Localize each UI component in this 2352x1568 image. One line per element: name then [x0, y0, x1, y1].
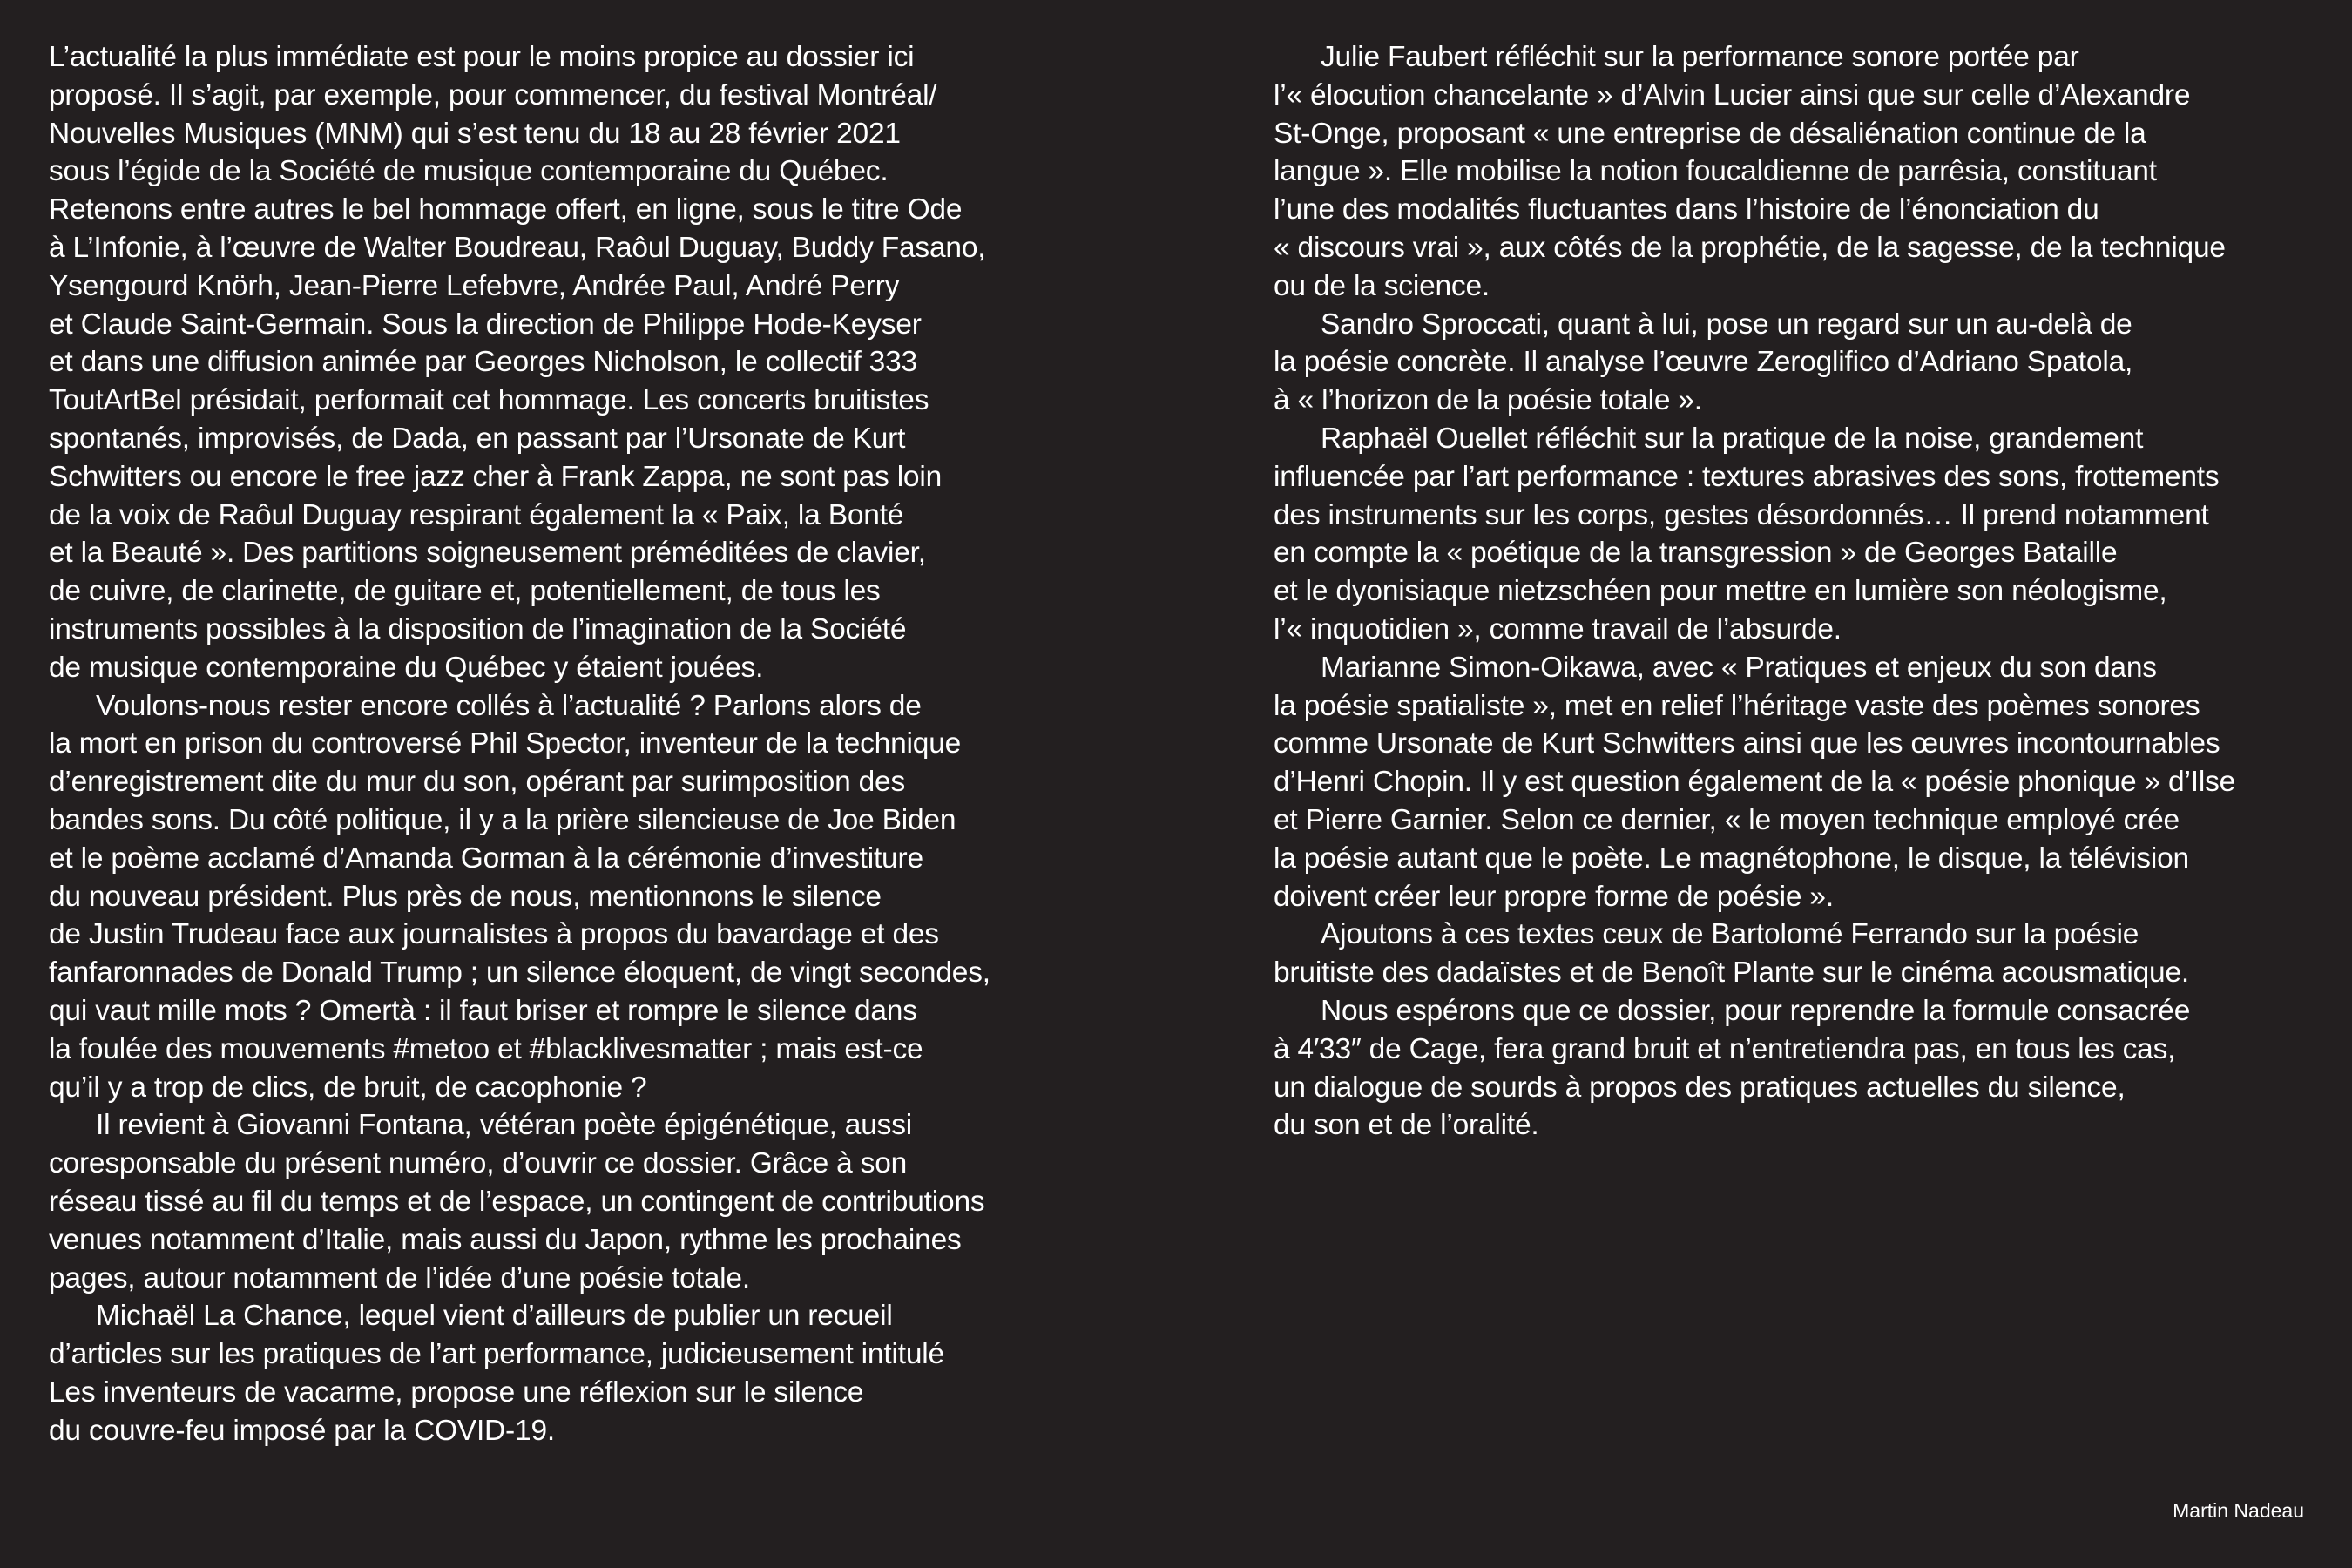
text-line: Nouvelles Musiques (MNM) qui s’est tenu du 18 au 28 février 2021	[49, 117, 901, 150]
text-line: sous l’égide de la Société de musique contemporaine du Québec.	[49, 155, 889, 188]
text-line: L’actualité la plus immédiate est pour le moins propice au dossier ici	[49, 41, 915, 73]
text-line: Ajoutons à ces textes ceux de Bartolomé Ferrando sur la poésie	[1321, 918, 2139, 951]
text-line: et Pierre Garnier. Selon ce dernier, « le moyen technique employé crée	[1274, 803, 2180, 836]
text-line: qui vaut mille mots ? Omertà : il faut briser et rompre le silence dans	[49, 994, 917, 1027]
text-line: d’articles sur les pratiques de l’art performance, judicieusement intitulé	[49, 1338, 944, 1371]
text-line: fanfaronnades de Donald Trump ; un silence éloquent, de vingt secondes,	[49, 956, 990, 990]
text-line: en compte la « poétique de la transgression » de Georges Bataille	[1274, 537, 2118, 570]
text-line: réseau tissé au fil du temps et de l’espace, un contingent de contributions	[49, 1185, 985, 1218]
text-line: Sandro Sproccati, quant à lui, pose un regard sur un au-delà de	[1321, 308, 2132, 341]
text-line: du son et de l’oralité.	[1274, 1109, 1539, 1142]
text-line: venues notamment d’Italie, mais aussi du Japon, rythme les prochaines	[49, 1223, 962, 1256]
text-line: proposé. Il s’agit, par exemple, pour commencer, du festival Montréal/	[49, 78, 937, 112]
text-line: comme Ursonate de Kurt Schwitters ainsi que les œuvres incontournables	[1274, 727, 2220, 760]
text-line: de la voix de Raôul Duguay respirant également la « Paix, la Bonté	[49, 498, 904, 531]
text-line: Marianne Simon-Oikawa, avec « Pratiques et enjeux du son dans	[1321, 651, 2157, 684]
text-line: Voulons-nous rester encore collés à l’actualité ? Parlons alors de	[96, 689, 922, 722]
text-line: pages, autour notamment de l’idée d’une poésie totale.	[49, 1261, 750, 1294]
text-line: la foulée des mouvements #metoo et #blacklivesmatter ; mais est-ce	[49, 1032, 923, 1065]
text-line: qu’il y a trop de clics, de bruit, de cacophonie ?	[49, 1071, 647, 1104]
text-line: « discours vrai », aux côtés de la prophétie, de la sagesse, de la technique	[1274, 231, 2226, 264]
author-name: Martin Nadeau	[2173, 1499, 2304, 1522]
text-line: et le poème acclamé d’Amanda Gorman à la cérémonie d’investiture	[49, 841, 923, 875]
text-line: l’une des modalités fluctuantes dans l’histoire de l’énonciation du	[1274, 193, 2099, 226]
text-line: Retenons entre autres le bel hommage offert, en ligne, sous le titre Ode	[49, 193, 963, 226]
text-line: ToutArtBel présidait, performait cet hommage. Les concerts bruitistes	[49, 384, 929, 417]
right-column	[1274, 38, 2301, 1145]
text-line: l’« élocution chancelante » d’Alvin Lucier ainsi que sur celle d’Alexandre	[1274, 78, 2191, 112]
text-line: d’Henri Chopin. Il y est question également de la « poésie phonique » d’Ilse	[1274, 766, 2236, 799]
left-column	[49, 38, 1042, 1450]
text-line: d’enregistrement dite du mur du son, opérant par surimposition des	[49, 766, 906, 799]
text-line: instruments possibles à la disposition de l’imagination de la Société	[49, 612, 907, 645]
text-line: Raphaël Ouellet réfléchit sur la pratique de la noise, grandement	[1321, 422, 2144, 455]
text-line: spontanés, improvisés, de Dada, en passant par l’Ursonate de Kurt	[49, 422, 906, 455]
text-line: de Justin Trudeau face aux journalistes à propos du bavardage et des	[49, 918, 939, 951]
text-line: Michaël La Chance, lequel vient d’ailleurs de publier un recueil	[96, 1300, 893, 1333]
text-line: Schwitters ou encore le free jazz cher à Frank Zappa, ne sont pas loin	[49, 460, 943, 493]
text-line: influencée par l’art performance : textures abrasives des sons, frottements	[1274, 460, 2220, 493]
text-line: la poésie concrète. Il analyse l’œuvre Zeroglifico d’Adriano Spatola,	[1274, 346, 2133, 379]
text-line: St-Onge, proposant « une entreprise de désaliénation continue de la	[1274, 117, 2146, 150]
text-line: à L’Infonie, à l’œuvre de Walter Boudreau, Raôul Duguay, Buddy Fasano,	[49, 231, 986, 264]
text-line: un dialogue de sourds à propos des pratiques actuelles du silence,	[1274, 1071, 2126, 1104]
text-line: langue ». Elle mobilise la notion foucaldienne de parrêsia, constituant	[1274, 155, 2157, 188]
text-line: du couvre-feu imposé par la COVID-19.	[49, 1414, 555, 1447]
text-line: bandes sons. Du côté politique, il y a la prière silencieuse de Joe Biden	[49, 803, 956, 836]
text-line: bruitiste des dadaïstes et de Benoît Plante sur le cinéma acousmatique.	[1274, 956, 2189, 990]
text-line: coresponsable du présent numéro, d’ouvrir ce dossier. Grâce à son	[49, 1147, 908, 1180]
text-line: ou de la science.	[1274, 269, 1490, 302]
text-line: à 4′33″ de Cage, fera grand bruit et n’entretiendra pas, en tous les cas,	[1274, 1032, 2176, 1065]
text-line: de musique contemporaine du Québec y étaient jouées.	[49, 651, 764, 684]
text-line: la poésie spatialiste », met en relief l’héritage vaste des poèmes sonores	[1274, 689, 2200, 722]
text-line: et Claude Saint-Germain. Sous la direction de Philippe Hode-Keyser	[49, 308, 922, 341]
text-line: Il revient à Giovanni Fontana, vétéran poète épigénétique, aussi	[96, 1109, 912, 1142]
text-line: la mort en prison du controversé Phil Spector, inventeur de la technique	[49, 727, 962, 760]
text-line: Nous espérons que ce dossier, pour reprendre la formule consacrée	[1321, 994, 2191, 1027]
text-line: doivent créer leur propre forme de poésie ».	[1274, 880, 1834, 913]
text-line: du nouveau président. Plus près de nous, mentionnons le silence	[49, 880, 882, 913]
text-line: de cuivre, de clarinette, de guitare et, potentiellement, de tous les	[49, 575, 881, 608]
text-line: Julie Faubert réfléchit sur la performance sonore portée par	[1321, 41, 2079, 73]
text-line: la poésie autant que le poète. Le magnétophone, le disque, la télévision	[1274, 841, 2189, 875]
text-line: Ysengourd Knörh, Jean-Pierre Lefebvre, Andrée Paul, André Perry	[49, 269, 900, 302]
text-line: Les inventeurs de vacarme, propose une réflexion sur le silence	[49, 1375, 864, 1409]
text-line: et la Beauté ». Des partitions soigneusement préméditées de clavier,	[49, 537, 926, 570]
text-line: et le dyonisiaque nietzschéen pour mettre en lumière son néologisme,	[1274, 575, 2167, 608]
text-line: l’« inquotidien », comme travail de l’absurde.	[1274, 612, 1842, 645]
text-line: des instruments sur les corps, gestes désordonnés… Il prend notamment	[1274, 498, 2209, 531]
text-line: et dans une diffusion animée par Georges Nicholson, le collectif 333	[49, 346, 917, 379]
text-line: à « l’horizon de la poésie totale ».	[1274, 384, 1702, 417]
